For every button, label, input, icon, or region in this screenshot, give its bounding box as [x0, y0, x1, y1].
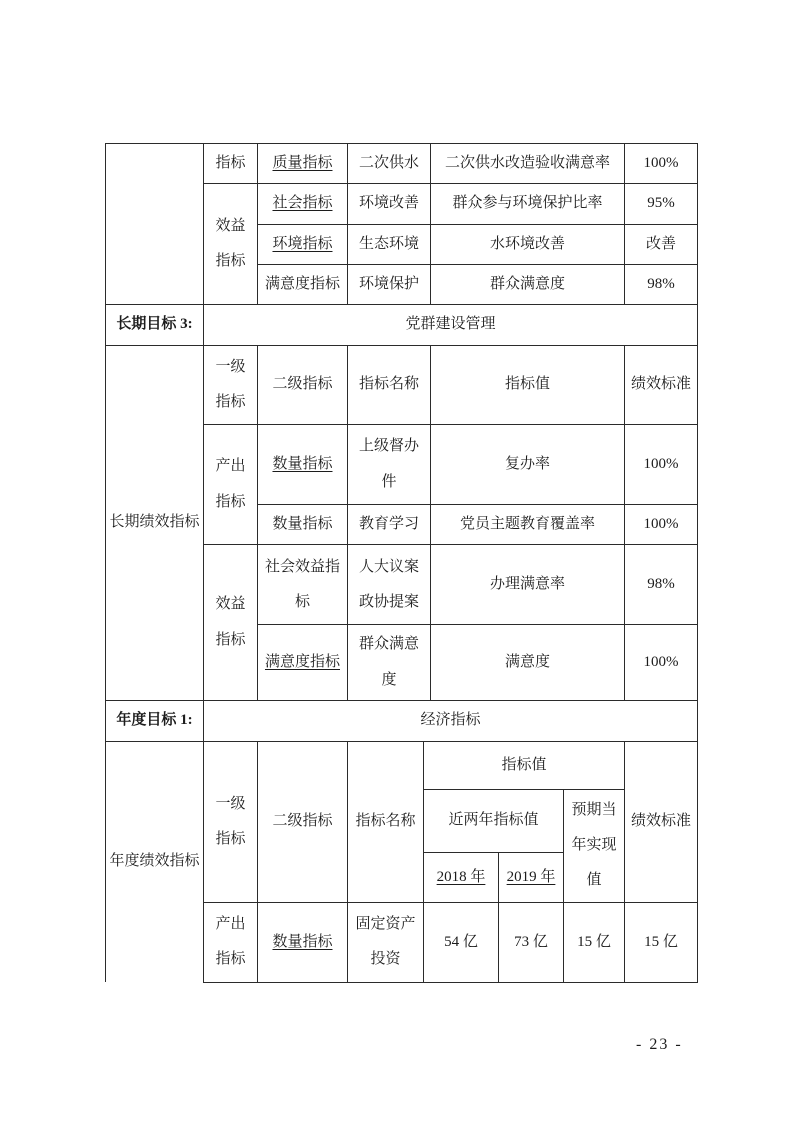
continuation-table	[105, 143, 698, 305]
indicator-name-cell: 二次供水	[348, 144, 431, 184]
goal-content-cell: 经济指标	[204, 700, 698, 741]
indicator-value-cell: 群众满意度	[431, 264, 625, 304]
level2-indicator-cell: 满意度指标	[258, 625, 348, 701]
table-row	[106, 144, 698, 184]
goal-content-cell: 党群建设管理	[204, 305, 698, 346]
level2-indicator-cell: 数量指标	[258, 505, 348, 545]
indicator-value-cell: 办理满意率	[431, 545, 625, 625]
standard-cell: 95%	[625, 184, 698, 224]
standard-cell: 100%	[625, 425, 698, 505]
indicator-value-cell: 二次供水改造验收满意率	[431, 144, 625, 184]
standard-cell: 100%	[625, 625, 698, 701]
performance-indicator-table-area	[105, 143, 698, 983]
value-2018-cell: 54 亿	[424, 902, 499, 982]
standard-cell: 改善	[625, 224, 698, 264]
table-row	[106, 305, 698, 346]
standard-header-cell: 绩效标准	[625, 741, 698, 902]
indicator-name-cell: 群众满意度	[348, 625, 431, 701]
table-header-row	[106, 346, 698, 425]
level1-header-cell: 一级指标	[204, 741, 258, 902]
expected-value-cell: 15 亿	[564, 902, 625, 982]
goal-label-cell: 长期目标 3:	[106, 305, 204, 346]
indicator-value-cell: 满意度	[431, 625, 625, 701]
annual-indicator-table	[105, 741, 698, 983]
year-2018-header-cell: 2018 年	[424, 852, 499, 902]
row-label-cell: 长期绩效指标	[106, 346, 204, 701]
indicator-value-cell: 复办率	[431, 425, 625, 505]
annual-goal-1-row	[105, 700, 698, 742]
long-term-goal-3-row	[105, 304, 698, 346]
level2-indicator-cell: 满意度指标	[258, 264, 348, 304]
value-header-cell: 指标值	[431, 346, 625, 425]
goal-label-cell: 年度目标 1:	[106, 700, 204, 741]
level1-indicator-cell: 产出指标	[204, 425, 258, 545]
standard-header-cell: 绩效标准	[625, 346, 698, 425]
indicator-value-cell: 党员主题教育覆盖率	[431, 505, 625, 545]
level1-indicator-cell: 指标	[204, 144, 258, 184]
indicator-name-cell: 固定资产投资	[348, 902, 424, 982]
table-header-row	[106, 741, 698, 789]
recent-years-header-cell: 近两年指标值	[424, 789, 564, 852]
table-row	[106, 700, 698, 741]
standard-cell: 98%	[625, 264, 698, 304]
page-number: - 23 -	[636, 1036, 683, 1053]
standard-cell: 15 亿	[625, 902, 698, 982]
level1-indicator-cell: 产出指标	[204, 902, 258, 982]
level2-header-cell: 二级指标	[258, 741, 348, 902]
level1-header-cell: 一级指标	[204, 346, 258, 425]
name-header-cell: 指标名称	[348, 741, 424, 902]
indicator-name-cell: 人大议案政协提案	[348, 545, 431, 625]
indicator-name-cell: 环境改善	[348, 184, 431, 224]
standard-cell: 100%	[625, 505, 698, 545]
value-2019-cell: 73 亿	[499, 902, 564, 982]
value-group-header-cell: 指标值	[424, 741, 625, 789]
level1-indicator-cell: 效益指标	[204, 184, 258, 305]
level1-indicator-cell: 效益指标	[204, 545, 258, 701]
level2-indicator-cell: 社会指标	[258, 184, 348, 224]
level2-indicator-cell: 环境指标	[258, 224, 348, 264]
level2-indicator-cell: 社会效益指标	[258, 545, 348, 625]
row-label-cell	[106, 144, 204, 305]
indicator-name-cell: 生态环境	[348, 224, 431, 264]
year-2019-header-cell: 2019 年	[499, 852, 564, 902]
level2-header-cell: 二级指标	[258, 346, 348, 425]
indicator-value-cell: 水环境改善	[431, 224, 625, 264]
indicator-value-cell: 群众参与环境保护比率	[431, 184, 625, 224]
indicator-name-cell: 教育学习	[348, 505, 431, 545]
row-label-cell: 年度绩效指标	[106, 741, 204, 982]
expected-year-header-cell: 预期当年实现值	[564, 789, 625, 902]
level2-indicator-cell: 质量指标	[258, 144, 348, 184]
standard-cell: 100%	[625, 144, 698, 184]
level2-indicator-cell: 数量指标	[258, 425, 348, 505]
indicator-name-cell: 环境保护	[348, 264, 431, 304]
name-header-cell: 指标名称	[348, 346, 431, 425]
long-term-indicator-table	[105, 345, 698, 701]
level2-indicator-cell: 数量指标	[258, 902, 348, 982]
indicator-name-cell: 上级督办件	[348, 425, 431, 505]
standard-cell: 98%	[625, 545, 698, 625]
